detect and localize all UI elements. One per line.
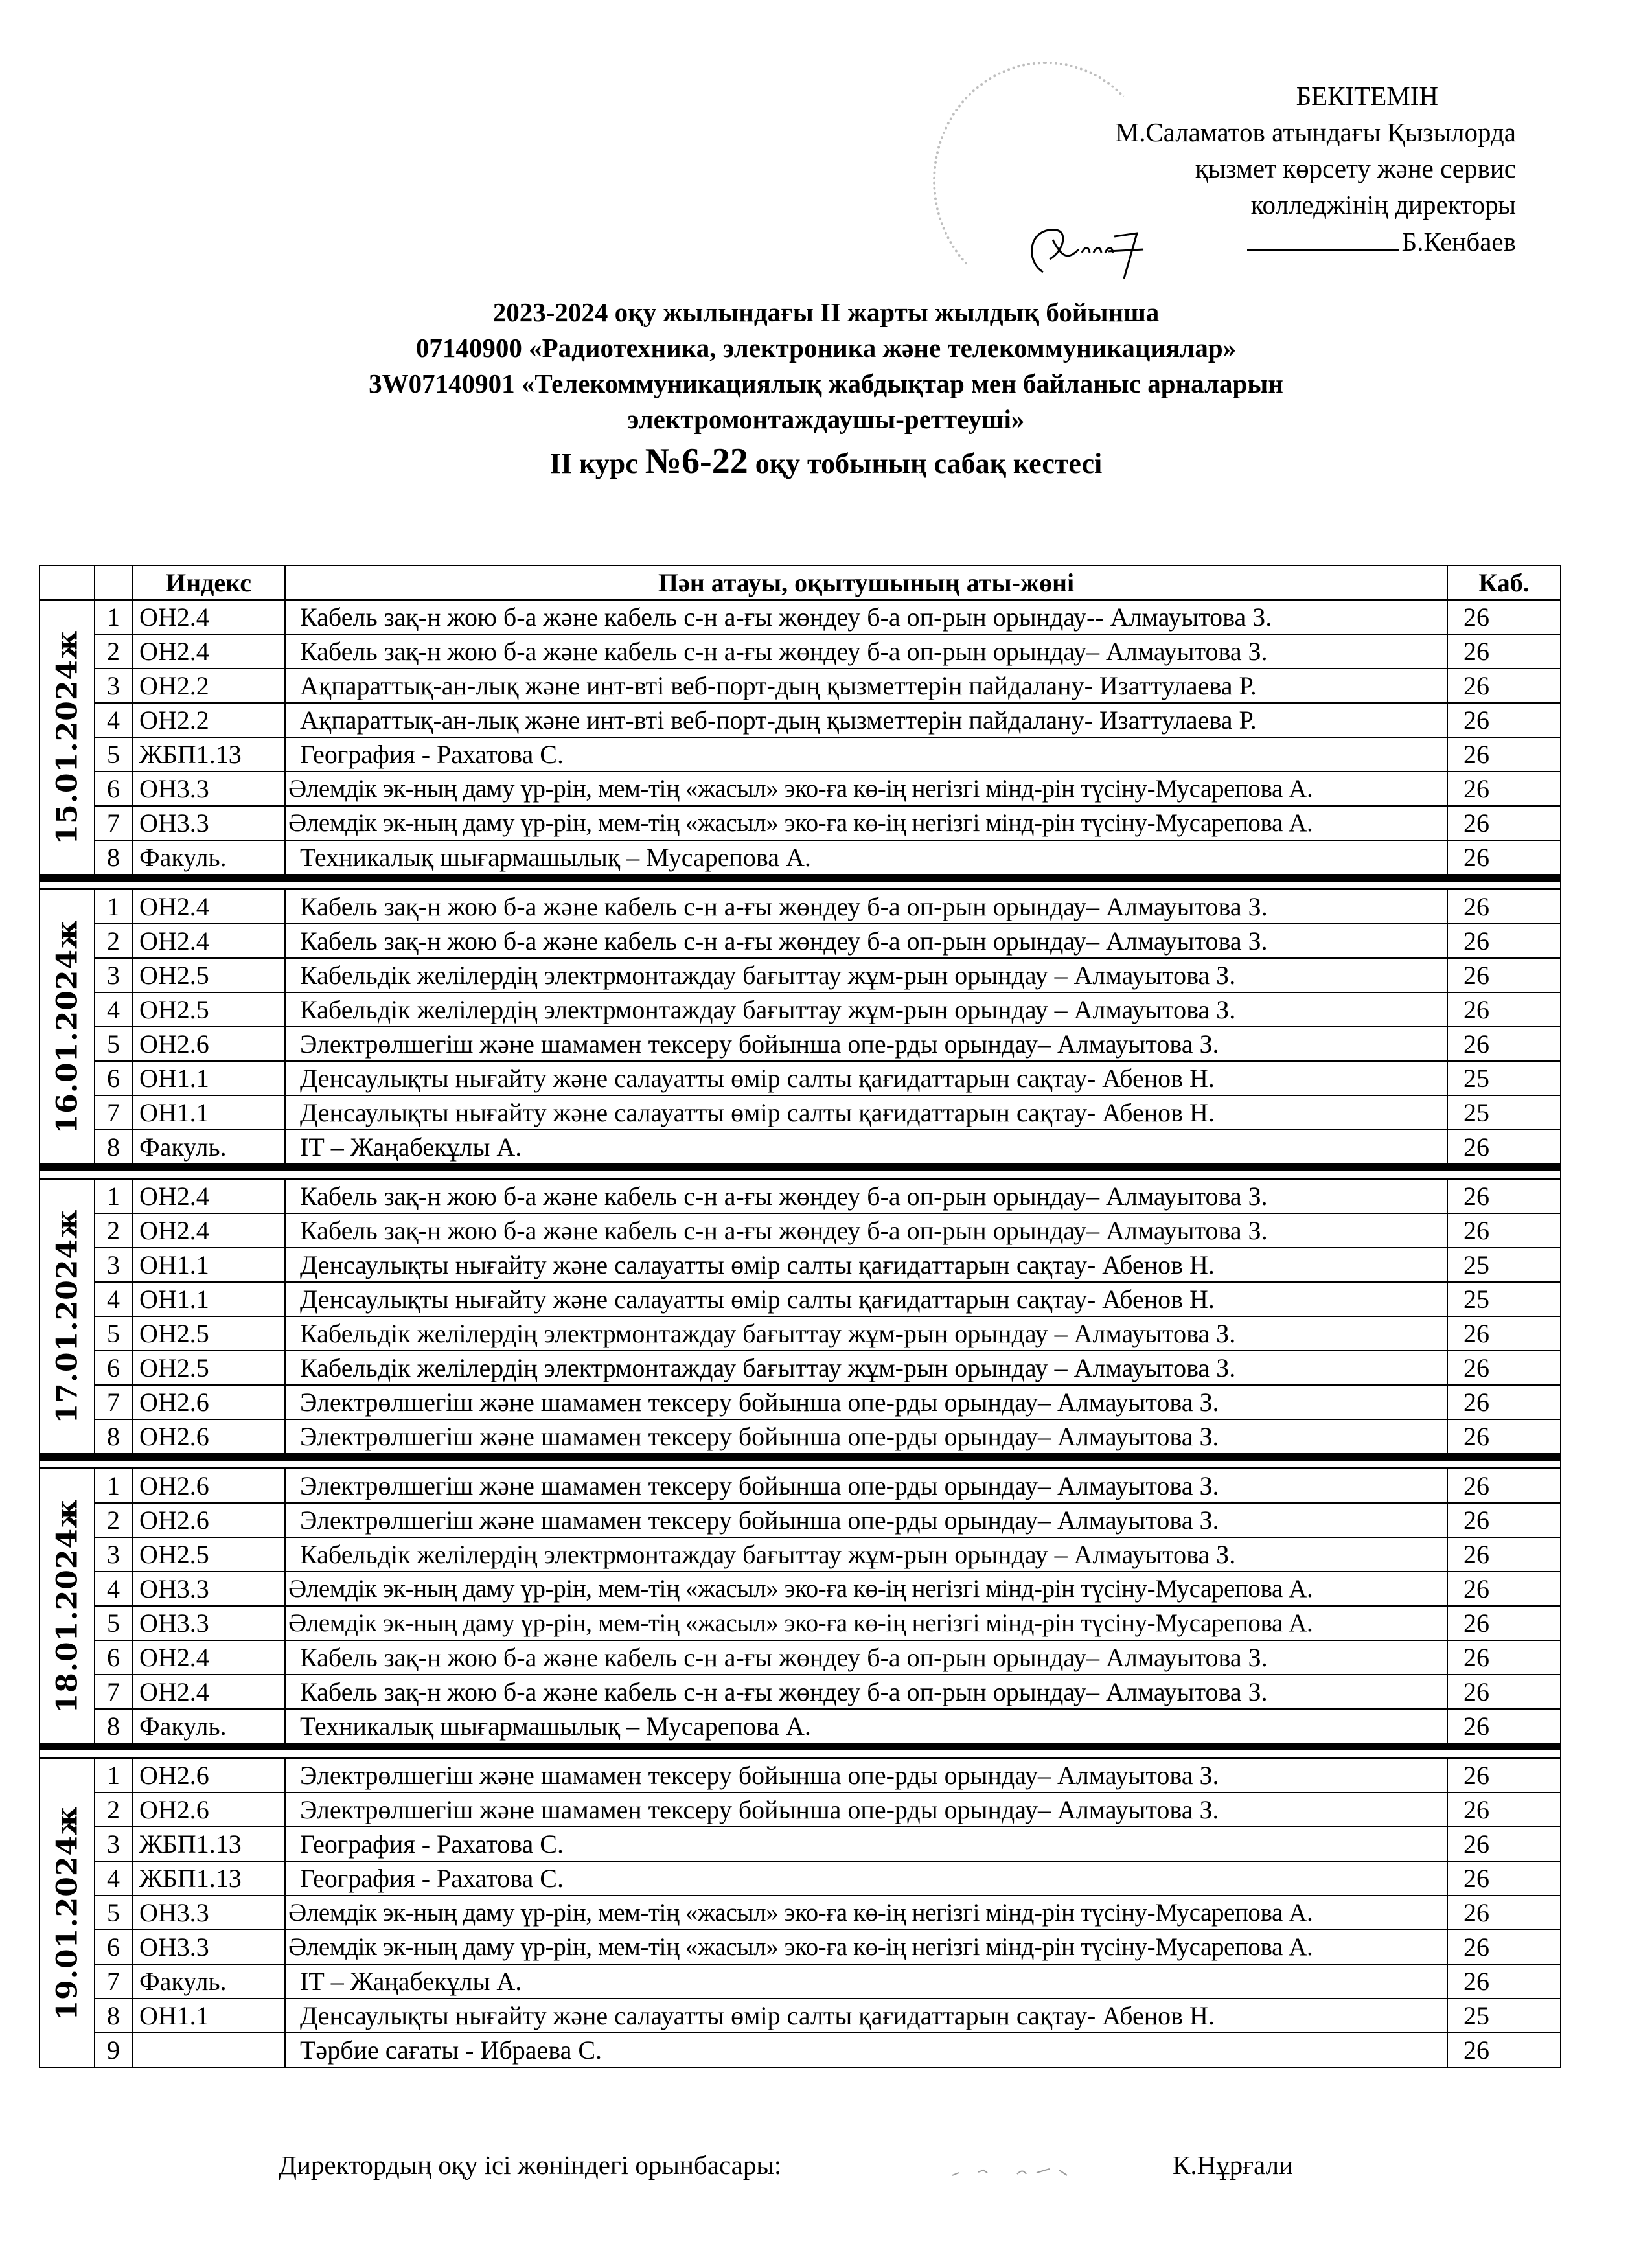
lesson-number: 5 <box>95 1316 132 1351</box>
lesson-room: 26 <box>1447 737 1561 772</box>
table-row <box>40 600 1561 634</box>
lesson-room: 25 <box>1447 1095 1561 1130</box>
lesson-number: 7 <box>95 1675 132 1709</box>
lesson-index: ОН3.3 <box>132 1606 285 1640</box>
table-row <box>40 958 1561 992</box>
lesson-number: 3 <box>95 958 132 992</box>
lesson-number: 3 <box>95 1248 132 1282</box>
table-row <box>40 1351 1561 1385</box>
lesson-subject: Денсаулықты нығайту және салауатты өмір салты қағидаттарын сақтау- Абенов Н. <box>285 1248 1447 1282</box>
lesson-number: 6 <box>95 1351 132 1385</box>
lesson-number: 5 <box>95 1027 132 1061</box>
day-separator-bar <box>40 878 1561 889</box>
day-date-cell <box>40 1758 95 2068</box>
lesson-subject: Кабель зақ-н жою б-а және кабель с-н а-ғы жөндеу б-а оп-рын орындау– Алмауытова З. <box>285 924 1447 958</box>
lesson-number: 3 <box>95 1537 132 1572</box>
lesson-room: 26 <box>1447 1213 1561 1248</box>
lesson-number: 5 <box>95 1606 132 1640</box>
lesson-room: 26 <box>1447 600 1561 634</box>
lesson-index: ОН2.5 <box>132 1316 285 1351</box>
lesson-number: 7 <box>95 1095 132 1130</box>
lesson-index: ОН2.2 <box>132 703 285 737</box>
table-row <box>40 1999 1561 2033</box>
table-row <box>40 1640 1561 1675</box>
lesson-subject: Кабель зақ-н жою б-а және кабель с-н а-ғы жөндеу б-а оп-рын орындау– Алмауытова З. <box>285 1640 1447 1675</box>
lesson-number: 7 <box>95 1385 132 1419</box>
lesson-room: 26 <box>1447 1709 1561 1747</box>
lesson-room: 26 <box>1447 1537 1561 1572</box>
lesson-index: ОН2.4 <box>132 1675 285 1709</box>
day-separator-bar <box>40 1167 1561 1179</box>
header-subject: Пән атауы, оқытушының аты-жөні <box>285 566 1447 600</box>
lesson-subject: Техникалық шығармашылық – Мусарепова А. <box>285 840 1447 878</box>
lesson-subject: Кабель зақ-н жою б-а және кабель с-н а-ғы жөндеу б-а оп-рын орындау– Алмауытова З. <box>285 1179 1447 1214</box>
lesson-index: ОН1.1 <box>132 1061 285 1095</box>
table-row <box>40 1061 1561 1095</box>
table-row <box>40 1709 1561 1747</box>
lesson-index: ОН2.6 <box>132 1503 285 1537</box>
lesson-subject: Электрөлшегіш және шамамен тексеру бойынша опе-рды орындау– Алмауытова З. <box>285 1503 1447 1537</box>
lesson-room: 26 <box>1447 1896 1561 1930</box>
table-row <box>40 1606 1561 1640</box>
lesson-room: 26 <box>1447 1179 1561 1214</box>
lesson-subject: Кабель зақ-н жою б-а және кабель с-н а-ғы жөндеу б-а оп-рын орындау– Алмауытова З. <box>285 889 1447 924</box>
lesson-room: 25 <box>1447 1248 1561 1282</box>
lesson-subject: Кабельдік желілердің электрмонтаждау бағыттау жұм-рын орындау – Алмауытова З. <box>285 1537 1447 1572</box>
lesson-room: 26 <box>1447 958 1561 992</box>
day-separator <box>40 1747 1561 1758</box>
lesson-index: ОН2.2 <box>132 669 285 703</box>
day-separator <box>40 1167 1561 1179</box>
lesson-number: 4 <box>95 703 132 737</box>
lesson-room: 26 <box>1447 1419 1561 1457</box>
lesson-number: 6 <box>95 1061 132 1095</box>
lesson-subject: Кабельдік желілердің электрмонтаждау бағыттау жұм-рын орындау – Алмауытова З. <box>285 958 1447 992</box>
lesson-subject: Кабель зақ-н жою б-а және кабель с-н а-ғы жөндеу б-а оп-рын орындау– Алмауытова З. <box>285 634 1447 669</box>
lesson-room: 26 <box>1447 1964 1561 1999</box>
lesson-room: 26 <box>1447 1316 1561 1351</box>
lesson-number: 4 <box>95 1282 132 1316</box>
deputy-name: К.Нұрғали <box>1173 2150 1293 2180</box>
header-number <box>95 566 132 600</box>
table-row <box>40 1930 1561 1964</box>
lesson-number: 2 <box>95 634 132 669</box>
lesson-index: ОН2.4 <box>132 1179 285 1214</box>
table-row <box>40 1419 1561 1457</box>
approval-block <box>907 78 1516 260</box>
director-signature <box>1017 214 1166 285</box>
lesson-number: 3 <box>95 1827 132 1861</box>
day-date: 16.01.2024ж <box>51 919 84 1134</box>
table-row <box>40 1385 1561 1419</box>
lesson-subject: Әлемдік эк-ның даму үр-рін, мем-тің «жасыл» эко-ға кө-ің негізгі мінд-рін түсіну-Мусарепова А. <box>285 806 1447 840</box>
heading-course: ІІ курс <box>549 448 645 479</box>
lesson-number: 4 <box>95 1861 132 1896</box>
lesson-room: 26 <box>1447 1572 1561 1606</box>
table-row <box>40 1572 1561 1606</box>
day-date: 15.01.2024ж <box>51 630 84 845</box>
table-row <box>40 1282 1561 1316</box>
lesson-index: ОН1.1 <box>132 1248 285 1282</box>
table-row <box>40 1179 1561 1214</box>
lesson-index: ОН2.6 <box>132 1793 285 1827</box>
table-row <box>40 1793 1561 1827</box>
day-date: 17.01.2024ж <box>51 1209 84 1424</box>
lesson-room: 26 <box>1447 1503 1561 1537</box>
lesson-index: ОН3.3 <box>132 806 285 840</box>
lesson-room: 26 <box>1447 1640 1561 1675</box>
lesson-room: 26 <box>1447 1827 1561 1861</box>
lesson-room: 25 <box>1447 1282 1561 1316</box>
lesson-number: 6 <box>95 1930 132 1964</box>
lesson-number: 2 <box>95 1213 132 1248</box>
heading-line-2: 07140900 «Радиотехника, электроника және телекоммуникациялар» <box>415 333 1237 363</box>
lesson-room: 26 <box>1447 1027 1561 1061</box>
lesson-subject: Электрөлшегіш және шамамен тексеру бойынша опе-рды орындау– Алмауытова З. <box>285 1758 1447 1793</box>
lesson-subject: Ақпараттық-ан-лық және инт-вті веб-порт-дың қызметтерін пайдалану- Изаттулаева Р. <box>285 669 1447 703</box>
lesson-room: 26 <box>1447 1793 1561 1827</box>
lesson-index: ОН3.3 <box>132 1896 285 1930</box>
lesson-index: Факуль. <box>132 1130 285 1167</box>
lesson-index: ОН2.5 <box>132 958 285 992</box>
table-row <box>40 772 1561 806</box>
lesson-number: 8 <box>95 1999 132 2033</box>
day-date-cell <box>40 1469 95 1747</box>
table-row <box>40 1248 1561 1282</box>
lesson-number: 4 <box>95 992 132 1027</box>
lesson-index: Факуль. <box>132 840 285 878</box>
header-room: Каб. <box>1447 566 1561 600</box>
approval-line-2: қызмет көрсету және сервис <box>1195 154 1516 183</box>
lesson-subject: Денсаулықты нығайту және салауатты өмір салты қағидаттарын сақтау- Абенов Н. <box>285 1095 1447 1130</box>
table-row <box>40 992 1561 1027</box>
lesson-subject: Техникалық шығармашылық – Мусарепова А. <box>285 1709 1447 1747</box>
day-separator <box>40 1457 1561 1469</box>
table-row <box>40 1503 1561 1537</box>
lesson-index: ОН1.1 <box>132 1999 285 2033</box>
lesson-index: ОН3.3 <box>132 772 285 806</box>
day-separator <box>40 878 1561 889</box>
table-row <box>40 737 1561 772</box>
lesson-index: ОН2.6 <box>132 1419 285 1457</box>
lesson-subject: Электрөлшегіш және шамамен тексеру бойынша опе-рды орындау– Алмауытова З. <box>285 1469 1447 1504</box>
lesson-room: 26 <box>1447 889 1561 924</box>
lesson-subject: Әлемдік эк-ның даму үр-рін, мем-тің «жасыл» эко-ға кө-ің негізгі мінд-рін түсіну-Мусарепова А. <box>285 1572 1447 1606</box>
lesson-index <box>132 2033 285 2067</box>
lesson-subject: Әлемдік эк-ның даму үр-рін, мем-тің «жасыл» эко-ға кө-ің негізгі мінд-рін түсіну-Мусарепова А. <box>285 1606 1447 1640</box>
lesson-room: 26 <box>1447 1861 1561 1896</box>
table-row <box>40 2033 1561 2067</box>
lesson-number: 8 <box>95 1419 132 1457</box>
lesson-number: 8 <box>95 1130 132 1167</box>
lesson-index: ОН2.5 <box>132 1537 285 1572</box>
lesson-subject: Электрөлшегіш және шамамен тексеру бойынша опе-рды орындау– Алмауытова З. <box>285 1793 1447 1827</box>
lesson-number: 4 <box>95 1572 132 1606</box>
table-row <box>40 703 1561 737</box>
lesson-index: ОН2.4 <box>132 634 285 669</box>
deputy-signature <box>939 2156 1088 2182</box>
lesson-number: 6 <box>95 1640 132 1675</box>
lesson-subject: Кабель зақ-н жою б-а және кабель с-н а-ғы жөндеу б-а оп-рын орындау– Алмауытова З. <box>285 1213 1447 1248</box>
table-row <box>40 1675 1561 1709</box>
schedule-table <box>39 565 1561 2068</box>
approval-line-3: колледжінің директоры <box>1250 190 1516 220</box>
day-date-cell <box>40 889 95 1168</box>
approval-title: БЕКІТЕМІН <box>1296 81 1438 111</box>
lesson-room: 26 <box>1447 1385 1561 1419</box>
lesson-index: ОН2.6 <box>132 1027 285 1061</box>
lesson-subject: Электрөлшегіш және шамамен тексеру бойынша опе-рды орындау– Алмауытова З. <box>285 1385 1447 1419</box>
lesson-subject: ІТ – Жаңабекұлы А. <box>285 1964 1447 1999</box>
lesson-subject: Әлемдік эк-ның даму үр-рін, мем-тің «жасыл» эко-ға кө-ің негізгі мінд-рін түсіну-Мусарепова А. <box>285 1896 1447 1930</box>
lesson-index: ОН2.4 <box>132 924 285 958</box>
lesson-index: ОН2.4 <box>132 600 285 634</box>
lesson-index: Факуль. <box>132 1709 285 1747</box>
lesson-index: ОН2.6 <box>132 1758 285 1793</box>
lesson-subject: Ақпараттық-ан-лық және инт-вті веб-порт-дың қызметтерін пайдалану- Изаттулаева Р. <box>285 703 1447 737</box>
table-row <box>40 1758 1561 1793</box>
lesson-subject: Әлемдік эк-ның даму үр-рін, мем-тің «жасыл» эко-ға кө-ің негізгі мінд-рін түсіну-Мусарепова А. <box>285 1930 1447 1964</box>
signature-line <box>1247 223 1399 251</box>
lesson-room: 26 <box>1447 1130 1561 1167</box>
lesson-number: 8 <box>95 1709 132 1747</box>
lesson-room: 26 <box>1447 1606 1561 1640</box>
heading-line-5 <box>0 441 1652 481</box>
table-row <box>40 1537 1561 1572</box>
table-row <box>40 1469 1561 1504</box>
lesson-number: 1 <box>95 889 132 924</box>
lesson-index: ЖБП1.13 <box>132 737 285 772</box>
heading-schedule-label: оқу тобының сабақ кестесі <box>748 448 1103 479</box>
lesson-number: 5 <box>95 737 132 772</box>
heading-line-4: электромонтаждаушы-реттеуші» <box>627 404 1025 434</box>
day-date-cell <box>40 1179 95 1458</box>
heading-line-3: 3W07140901 «Телекоммуникациялық жабдықтар мен байланыс арналарын <box>369 369 1283 398</box>
table-row <box>40 889 1561 924</box>
lesson-room: 26 <box>1447 992 1561 1027</box>
table-row <box>40 634 1561 669</box>
deputy-label: Директордың оқу ісі жөніндегі орынбасары: <box>279 2150 782 2180</box>
lesson-number: 6 <box>95 772 132 806</box>
lesson-number: 1 <box>95 600 132 634</box>
lesson-index: ОН2.4 <box>132 1640 285 1675</box>
lesson-subject: География - Рахатова С. <box>285 1827 1447 1861</box>
lesson-subject: ІТ – Жаңабекұлы А. <box>285 1130 1447 1167</box>
lesson-number: 7 <box>95 806 132 840</box>
lesson-subject: Денсаулықты нығайту және салауатты өмір салты қағидаттарын сақтау- Абенов Н. <box>285 1061 1447 1095</box>
day-date: 19.01.2024ж <box>51 1805 84 2020</box>
lesson-room: 26 <box>1447 1469 1561 1504</box>
lesson-subject: География - Рахатова С. <box>285 1861 1447 1896</box>
lesson-number: 3 <box>95 669 132 703</box>
lesson-room: 26 <box>1447 1930 1561 1964</box>
lesson-subject: Кабель зақ-н жою б-а және кабель с-н а-ғы жөндеу б-а оп-рын орындау-- Алмауытова З. <box>285 600 1447 634</box>
lesson-room: 26 <box>1447 840 1561 878</box>
table-row <box>40 1027 1561 1061</box>
lesson-number: 1 <box>95 1179 132 1214</box>
lesson-index: ЖБП1.13 <box>132 1827 285 1861</box>
table-row <box>40 1861 1561 1896</box>
lesson-room: 26 <box>1447 2033 1561 2067</box>
lesson-index: ОН2.4 <box>132 889 285 924</box>
lesson-number: 2 <box>95 1503 132 1537</box>
lesson-index: ЖБП1.13 <box>132 1861 285 1896</box>
heading-line-1: 2023-2024 оқу жылындағы ІІ жарты жылдық бойынша <box>492 297 1160 327</box>
lesson-room: 26 <box>1447 1758 1561 1793</box>
lesson-subject: Денсаулықты нығайту және салауатты өмір салты қағидаттарын сақтау- Абенов Н. <box>285 1282 1447 1316</box>
lesson-subject: Денсаулықты нығайту және салауатты өмір салты қағидаттарын сақтау- Абенов Н. <box>285 1999 1447 2033</box>
table-row <box>40 806 1561 840</box>
lesson-index: ОН2.6 <box>132 1469 285 1504</box>
table-row <box>40 1964 1561 1999</box>
lesson-subject: Тәрбие сағаты - Ибраева С. <box>285 2033 1447 2067</box>
table-header-row <box>40 566 1561 600</box>
table-row <box>40 669 1561 703</box>
lesson-subject: Кабельдік желілердің электрмонтаждау бағыттау жұм-рын орындау – Алмауытова З. <box>285 1316 1447 1351</box>
lesson-number: 8 <box>95 840 132 878</box>
day-separator-bar <box>40 1457 1561 1469</box>
header-date <box>40 566 95 600</box>
table-row <box>40 924 1561 958</box>
lesson-index: ОН2.5 <box>132 1351 285 1385</box>
lesson-index: ОН1.1 <box>132 1095 285 1130</box>
lesson-room: 26 <box>1447 924 1561 958</box>
lesson-subject: Электрөлшегіш және шамамен тексеру бойынша опе-рды орындау– Алмауытова З. <box>285 1027 1447 1061</box>
lesson-subject: Кабельдік желілердің электрмонтаждау бағыттау жұм-рын орындау – Алмауытова З. <box>285 992 1447 1027</box>
lesson-subject: Кабель зақ-н жою б-а және кабель с-н а-ғы жөндеу б-а оп-рын орындау– Алмауытова З. <box>285 1675 1447 1709</box>
lesson-room: 26 <box>1447 1675 1561 1709</box>
lesson-index: Факуль. <box>132 1964 285 1999</box>
group-number: №6-22 <box>645 441 748 481</box>
lesson-subject: Әлемдік эк-ның даму үр-рін, мем-тің «жасыл» эко-ға кө-ің негізгі мінд-рін түсіну-Мусарепова А. <box>285 772 1447 806</box>
day-separator-bar <box>40 1747 1561 1758</box>
schedule-body <box>40 600 1561 2067</box>
lesson-room: 26 <box>1447 806 1561 840</box>
table-row <box>40 1896 1561 1930</box>
table-row <box>40 1827 1561 1861</box>
lesson-index: ОН2.6 <box>132 1385 285 1419</box>
approval-line-1: М.Саламатов атындағы Қызылорда <box>1115 117 1516 147</box>
lesson-room: 26 <box>1447 1351 1561 1385</box>
footer <box>279 2149 1293 2181</box>
lesson-index: ОН3.3 <box>132 1572 285 1606</box>
document-heading <box>0 295 1652 481</box>
lesson-subject: Электрөлшегіш және шамамен тексеру бойынша опе-рды орындау– Алмауытова З. <box>285 1419 1447 1457</box>
lesson-number: 1 <box>95 1758 132 1793</box>
table-row <box>40 1130 1561 1167</box>
lesson-room: 26 <box>1447 772 1561 806</box>
lesson-index: ОН1.1 <box>132 1282 285 1316</box>
table-row <box>40 1316 1561 1351</box>
lesson-room: 26 <box>1447 703 1561 737</box>
lesson-room: 26 <box>1447 669 1561 703</box>
lesson-number: 2 <box>95 924 132 958</box>
table-row <box>40 1213 1561 1248</box>
day-date-cell <box>40 600 95 878</box>
lesson-subject: География - Рахатова С. <box>285 737 1447 772</box>
lesson-number: 7 <box>95 1964 132 1999</box>
day-date: 18.01.2024ж <box>51 1498 84 1713</box>
lesson-number: 1 <box>95 1469 132 1504</box>
lesson-subject: Кабельдік желілердің электрмонтаждау бағыттау жұм-рын орындау – Алмауытова З. <box>285 1351 1447 1385</box>
lesson-room: 25 <box>1447 1061 1561 1095</box>
lesson-number: 5 <box>95 1896 132 1930</box>
lesson-room: 26 <box>1447 634 1561 669</box>
director-name: Б.Кенбаев <box>1401 227 1516 257</box>
lesson-number: 9 <box>95 2033 132 2067</box>
lesson-number: 2 <box>95 1793 132 1827</box>
approval-signature-row <box>907 223 1516 260</box>
lesson-index: ОН3.3 <box>132 1930 285 1964</box>
table-row <box>40 840 1561 878</box>
lesson-index: ОН2.4 <box>132 1213 285 1248</box>
table-row <box>40 1095 1561 1130</box>
lesson-room: 25 <box>1447 1999 1561 2033</box>
lesson-index: ОН2.5 <box>132 992 285 1027</box>
header-index: Индекс <box>132 566 285 600</box>
